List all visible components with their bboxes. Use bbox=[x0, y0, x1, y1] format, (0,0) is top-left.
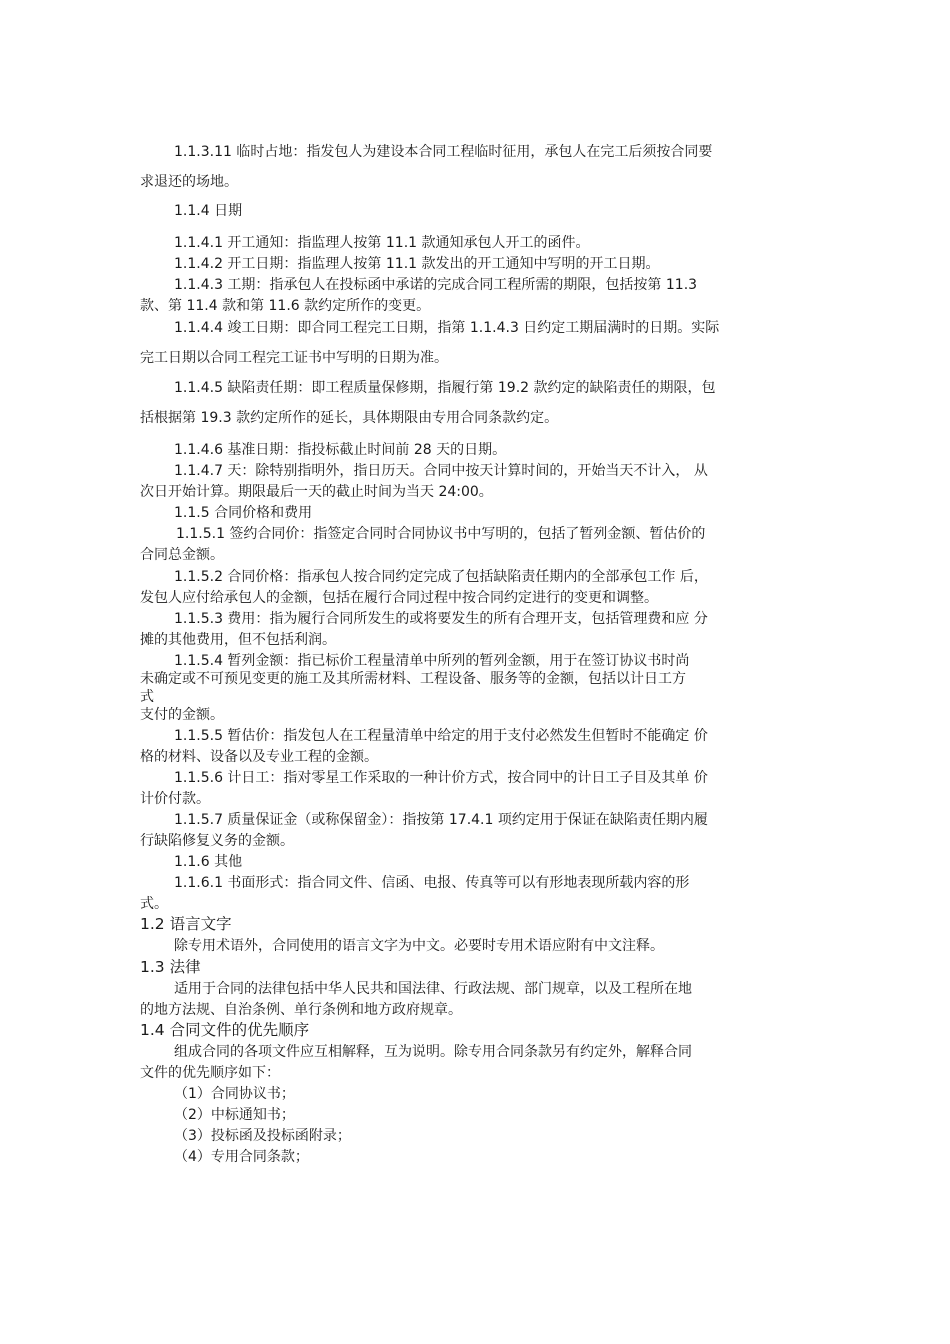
text-line: 支付的金额。 bbox=[140, 707, 224, 723]
text-line: 计价付款。 bbox=[140, 791, 210, 807]
section-heading: 1.1.4 日期 bbox=[174, 203, 243, 219]
section-heading: 1.2 语言文字 bbox=[140, 915, 232, 933]
list-item: （2）中标通知书； bbox=[174, 1107, 295, 1123]
text-line: 次日开始计算。期限最后一天的截止时间为当天 24:00。 bbox=[140, 484, 493, 500]
text-line: 适用于合同的法律包括中华人民共和国法律、行政法规、部门规章，以及工程所在地 bbox=[174, 981, 692, 997]
text-line: 1.1.5.7 质量保证金（或称保留金）：指按第 17.4.1 项约定用于保证在缺陷责任期内履 bbox=[174, 812, 708, 828]
list-item: （3）投标函及投标函附录； bbox=[174, 1128, 351, 1144]
section-heading: 1.1.5 合同价格和费用 bbox=[174, 505, 313, 521]
text-line: 合同总金额。 bbox=[140, 547, 224, 563]
text-line: 1.1.4.7 天：除特别指明外，指日历天。合同中按天计算时间的，开始当天不计入， 从 bbox=[174, 463, 708, 479]
text-line: 1.1.5.5 暂估价：指发包人在工程量清单中给定的用于支付必然发生但暂时不能确定 价 bbox=[174, 728, 708, 744]
text-line: 文件的优先顺序如下： bbox=[140, 1065, 280, 1081]
text-line: 发包人应付给承包人的金额，包括在履行合同过程中按合同约定进行的变更和调整。 bbox=[140, 590, 658, 606]
text-line: 1.1.3.11 临时占地：指发包人为建设本合同工程临时征用，承包人在完工后须按合同要 bbox=[174, 144, 713, 160]
text-line: 摊的其他费用，但不包括利润。 bbox=[140, 632, 336, 648]
text-line: 1.1.4.5 缺陷责任期：即工程质量保修期，指履行第 19.2 款约定的缺陷责任的期限，包 bbox=[174, 380, 716, 396]
text-line: 的地方法规、自治条例、单行条例和地方政府规章。 bbox=[140, 1002, 462, 1018]
text-line: 1.1.4.2 开工日期：指监理人按第 11.1 款发出的开工通知中写明的开工日期。 bbox=[174, 256, 660, 272]
text-line: 1.1.5.6 计日工：指对零星工作采取的一种计价方式，按合同中的计日工子目及其单 价 bbox=[174, 770, 708, 786]
text-line: 1.1.5.2 合同价格：指承包人按合同约定完成了包括缺陷责任期内的全部承包工作 后， bbox=[174, 569, 708, 585]
text-line: 求退还的场地。 bbox=[140, 174, 238, 190]
text-line: 完工日期以合同工程完工证书中写明的日期为准。 bbox=[140, 350, 448, 366]
text-line: 未确定或不可预见变更的施工及其所需材料、工程设备、服务等的金额，包括以计日工方 bbox=[140, 671, 686, 687]
text-line: 式 bbox=[140, 689, 154, 705]
section-heading: 1.3 法律 bbox=[140, 958, 201, 976]
text-line: 除专用术语外，合同使用的语言文字为中文。必要时专用术语应附有中文注释。 bbox=[174, 938, 664, 954]
text-line: 款、第 11.4 款和第 11.6 款约定所作的变更。 bbox=[140, 298, 431, 314]
list-item: （4）专用合同条款； bbox=[174, 1149, 309, 1165]
section-heading: 1.1.6 其他 bbox=[174, 854, 243, 870]
text-line: 式。 bbox=[140, 896, 168, 912]
text-line: 1.1.5.1 签约合同价：指签定合同时合同协议书中写明的，包括了暂列金额、暂估价的 bbox=[176, 526, 706, 542]
text-line: 括根据第 19.3 款约定所作的延长，具体期限由专用合同条款约定。 bbox=[140, 410, 559, 426]
text-line: 1.1.4.3 工期：指承包人在投标函中承诺的完成合同工程所需的期限，包括按第 11.3 bbox=[174, 277, 698, 293]
text-line: 1.1.5.4 暂列金额：指已标价工程量清单中所列的暂列金额，用于在签订协议书时尚 bbox=[174, 653, 690, 669]
text-line: 1.1.4.4 竣工日期：即合同工程完工日期，指第 1.1.4.3 日约定工期届满时的日期。实际 bbox=[174, 320, 720, 336]
list-item: （1）合同协议书； bbox=[174, 1086, 295, 1102]
text-line: 格的材料、设备以及专业工程的金额。 bbox=[140, 749, 378, 765]
text-line: 1.1.4.6 基准日期：指投标截止时间前 28 天的日期。 bbox=[174, 442, 507, 458]
text-line: 行缺陷修复义务的金额。 bbox=[140, 833, 294, 849]
text-line: 组成合同的各项文件应互相解释，互为说明。除专用合同条款另有约定外，解释合同 bbox=[174, 1044, 692, 1060]
text-line: 1.1.6.1 书面形式：指合同文件、信函、电报、传真等可以有形地表现所载内容的形 bbox=[174, 875, 690, 891]
text-line: 1.1.4.1 开工通知：指监理人按第 11.1 款通知承包人开工的函件。 bbox=[174, 235, 590, 251]
text-line: 1.1.5.3 费用：指为履行合同所发生的或将要发生的所有合理开支，包括管理费和应 分 bbox=[174, 611, 708, 627]
section-heading: 1.4 合同文件的优先顺序 bbox=[140, 1021, 310, 1039]
